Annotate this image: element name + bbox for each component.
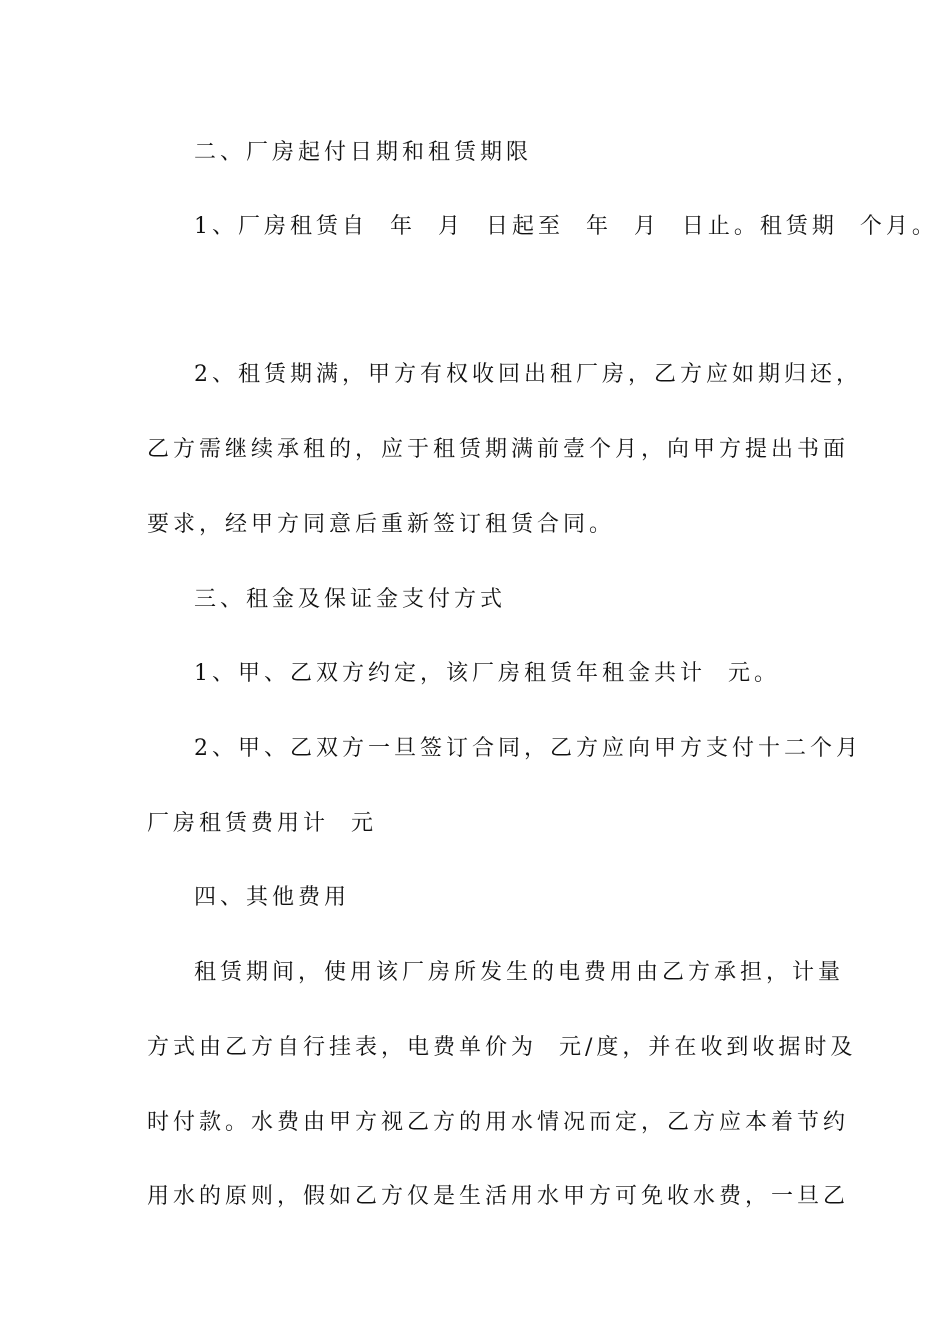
clause-expiry-line-1: 2、租赁期满，甲方有权收回出租厂房，乙方应如期归还， (194, 362, 862, 387)
clause-payment-line-2: 厂房租赁费用计 元 (147, 811, 377, 836)
clause-annual-rent: 1、甲、乙双方约定，该厂房租赁年租金共计 元。 (194, 661, 780, 686)
section-heading-rent: 三、租金及保证金支付方式 (194, 587, 507, 612)
clause-fees-line-1: 租赁期间，使用该厂房所发生的电费用由乙方承担，计量 (194, 960, 845, 985)
clause-expiry-line-2: 乙方需继续承租的，应于租赁期满前壹个月，向甲方提出书面 (147, 437, 850, 462)
clause-expiry-line-3: 要求，经甲方同意后重新签订租赁合同。 (147, 512, 616, 537)
clause-fees-line-4: 用水的原则，假如乙方仅是生活用水甲方可免收水费，一旦乙 (147, 1184, 850, 1209)
section-heading-other-fees: 四、其他费用 (194, 885, 351, 910)
clause-payment-line-1: 2、甲、乙双方一旦签订合同，乙方应向甲方支付十二个月 (194, 736, 862, 761)
clause-fees-line-2: 方式由乙方自行挂表，电费单价为 元/度，并在收到收据时及 (147, 1035, 857, 1060)
clause-lease-period: 1、厂房租赁自 年 月 日起至 年 月 日止。租赁期 个月。 (194, 214, 938, 239)
section-heading-term: 二、厂房起付日期和租赁期限 (194, 140, 533, 165)
clause-fees-line-3: 时付款。水费由甲方视乙方的用水情况而定，乙方应本着节约 (147, 1110, 850, 1135)
